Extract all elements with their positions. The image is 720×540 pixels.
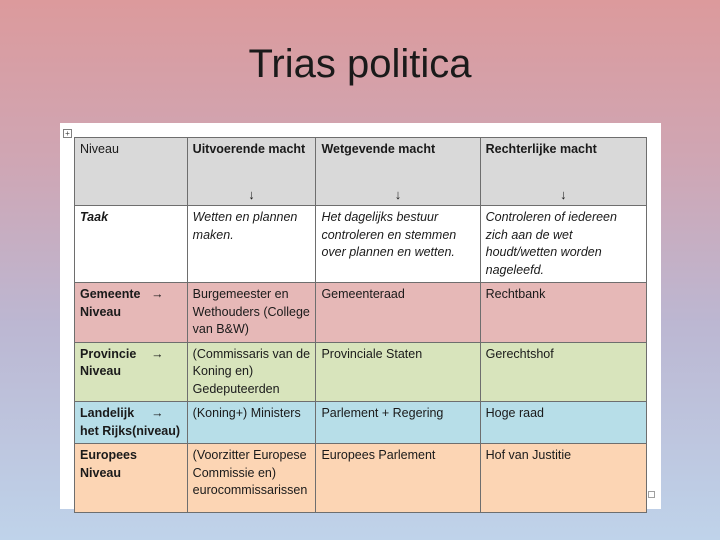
table-image [60, 123, 661, 509]
header-uitvoerende-macht: Uitvoerende macht ↓ [187, 138, 316, 206]
table-row-europees [75, 444, 647, 513]
down-arrow-icon: ↓ [560, 186, 567, 202]
cell-level: Provincie → Niveau [75, 342, 188, 402]
cell-uitvoerend: (Voorzitter Europese Commissie en) eurocommissarissen [187, 444, 316, 513]
cell-level: Landelijk → het Rijks(niveau) [75, 402, 188, 444]
slide-title: Trias politica [248, 42, 472, 86]
cell-level: Europees Niveau [75, 444, 188, 513]
table-row-provincie [75, 342, 647, 402]
down-arrow-icon: ↓ [394, 186, 402, 202]
trias-politica-table [74, 137, 647, 513]
table-row-gemeente [75, 283, 647, 343]
cell-wetgevend: Europees Parlement [316, 444, 480, 513]
table-resize-handle[interactable] [648, 491, 655, 498]
cell-rechterlijk: Hoge raad [480, 402, 646, 444]
cell-taak-uitvoerend: Wetten en plannen maken. [187, 206, 316, 283]
cell-uitvoerend: Burgemeester en Wethouders (College van B&W) [187, 283, 316, 343]
table-row-landelijk [75, 402, 647, 444]
cell-wetgevend: Provinciale Staten [316, 342, 480, 402]
right-arrow-icon: → [151, 346, 164, 361]
table-header-row [75, 138, 647, 206]
right-arrow-icon: → [151, 287, 164, 301]
cell-uitvoerend: (Commissaris van de Koning en) Gedeputeerden [187, 342, 316, 402]
cell-wetgevend: Gemeenteraad [316, 283, 480, 343]
cell-taak-rechterlijk: Controleren of iedereen zich aan de wet houdt/wetten worden nageleefd. [480, 206, 646, 283]
header-rechterlijke-macht: Rechterlijke macht ↓ [480, 138, 646, 206]
cell-rechterlijk: Gerechtshof [480, 342, 646, 402]
cell-uitvoerend: (Koning+) Ministers [187, 402, 316, 444]
table-row-taak [75, 206, 647, 283]
header-niveau: Niveau [75, 138, 188, 206]
down-arrow-icon: ↓ [248, 186, 255, 202]
cell-wetgevend: Parlement + Regering [316, 402, 480, 444]
cell-rechterlijk: Hof van Justitie [480, 444, 646, 513]
header-wetgevende-macht: Wetgevende macht ↓ [316, 138, 480, 206]
cell-taak-wetgevend: Het dagelijks bestuur controleren en stemmen over plannen en wetten. [316, 206, 480, 283]
cell-taak-label: Taak [75, 206, 188, 283]
right-arrow-icon: → [151, 406, 164, 420]
cell-rechterlijk: Rechtbank [480, 283, 646, 343]
table-move-handle-icon[interactable]: + [63, 129, 72, 138]
cell-level: Gemeente → Niveau [75, 283, 188, 343]
